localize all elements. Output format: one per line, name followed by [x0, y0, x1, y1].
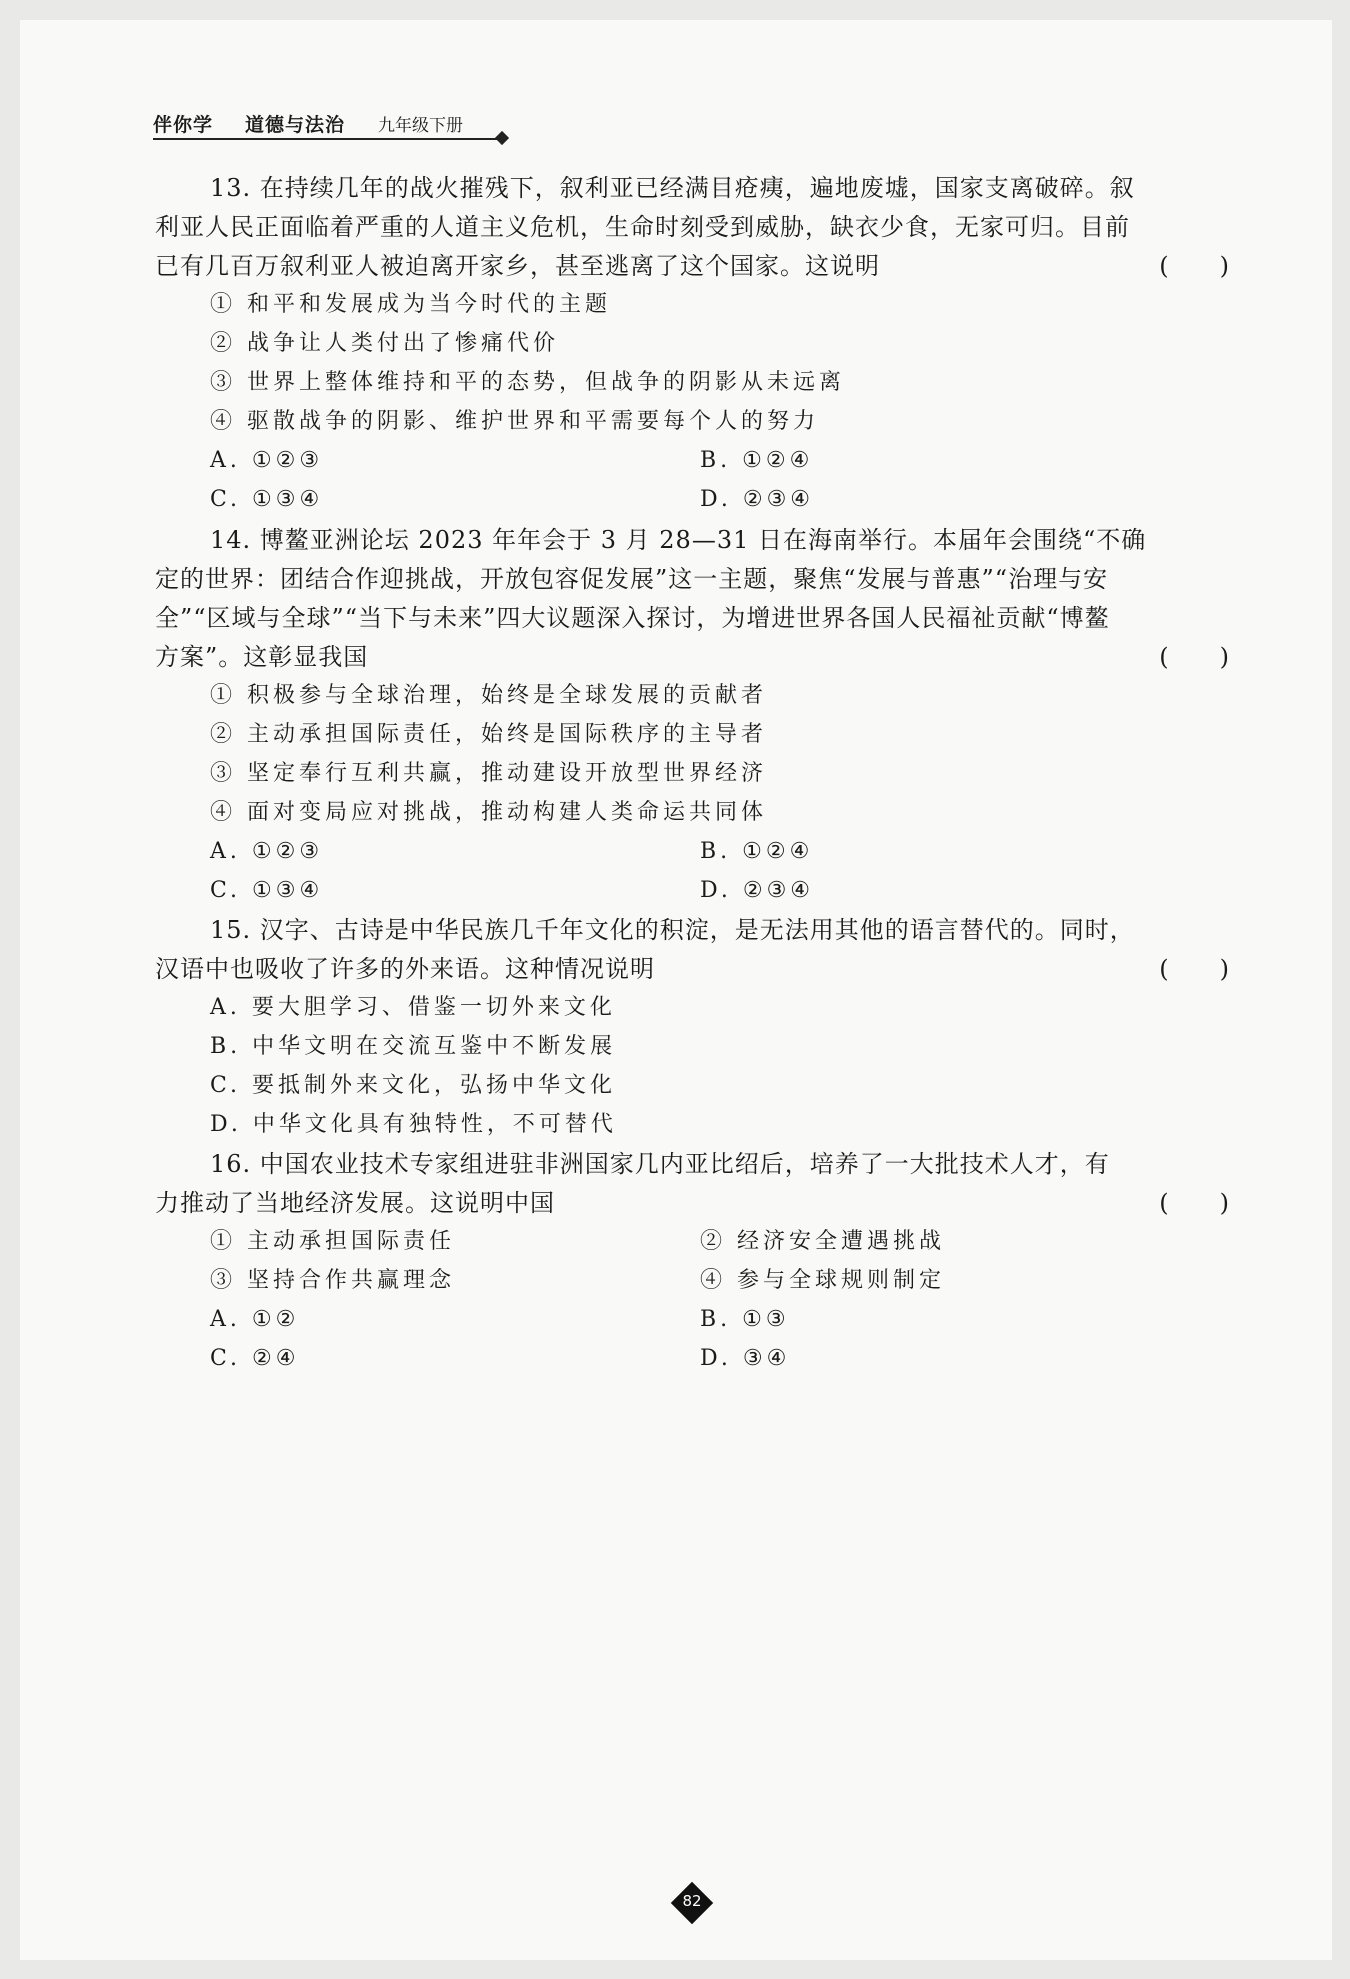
- answer-blank: ( ): [1159, 252, 1230, 280]
- q13-statement-1: ① 和平和发展成为当今时代的主题: [210, 292, 611, 317]
- q13-statement-4: ④ 驱散战争的阴影、维护世界和平需要每个人的努力: [210, 409, 819, 434]
- q14-choice-a: A. ①②③: [210, 839, 324, 864]
- q14-statement-4: ④ 面对变局应对挑战，推动构建人类命运共同体: [210, 800, 767, 825]
- q13-choice-c: C. ①③④: [210, 487, 324, 512]
- q14-line-1: 14. 博鳌亚洲论坛 2023 年年会于 3 月 28—31 日在海南举行。本届年会围绕“不确: [210, 526, 1147, 554]
- q13-statement-2: ② 战争让人类付出了惨痛代价: [210, 331, 559, 356]
- q13-line-1: 13. 在持续几年的战火摧残下，叙利亚已经满目疮痍，遍地废墟，国家支离破碎。叙: [210, 174, 1135, 202]
- q16-statement-4: ④ 参与全球规则制定: [700, 1268, 945, 1293]
- q14-choice-c: C. ①③④: [210, 878, 324, 903]
- q15-choice-a: A. 要大胆学习、借鉴一切外来文化: [210, 995, 616, 1020]
- q15-line-2: [155, 952, 1230, 986]
- q13-choice-b: B. ①②④: [700, 448, 814, 473]
- answer-blank: ( ): [1159, 1189, 1230, 1217]
- q13-line-3: [155, 249, 1230, 283]
- q16-choice-a: A. ①②: [210, 1307, 300, 1332]
- q14-choice-d: D. ②③④: [700, 878, 815, 903]
- q14-line-4-text: 方案”。这彰显我国: [155, 643, 369, 671]
- q16-statement-3: ③ 坚持合作共赢理念: [210, 1268, 455, 1293]
- q14-choice-b: B. ①②④: [700, 839, 814, 864]
- q14-statement-3: ③ 坚定奉行互利共赢，推动建设开放型世界经济: [210, 761, 767, 786]
- q14-line-4: [155, 640, 1230, 674]
- q16-choice-b: B. ①③: [700, 1307, 790, 1332]
- answer-blank: ( ): [1159, 643, 1230, 671]
- page: [20, 20, 1332, 1960]
- q13-choice-a: A. ①②③: [210, 448, 324, 473]
- q16-line-2-text: 力推动了当地经济发展。这说明中国: [155, 1189, 555, 1217]
- q16-choice-c: C. ②④: [210, 1346, 300, 1371]
- q13-line-2: 利亚人民正面临着严重的人道主义危机，生命时刻受到威胁，缺衣少食，无家可归。目前: [155, 213, 1130, 241]
- q14-line-3: 全”“区域与全球”“当下与未来”四大议题深入探讨，为增进世界各国人民福祉贡献“博鳌: [155, 604, 1110, 632]
- q14-statement-1: ① 积极参与全球治理，始终是全球发展的贡献者: [210, 683, 767, 708]
- q16-statement-1: ① 主动承担国际责任: [210, 1229, 455, 1254]
- q16-choice-d: D. ③④: [700, 1346, 791, 1371]
- q15-line-1: 15. 汉字、古诗是中华民族几千年文化的积淀，是无法用其他的语言替代的。同时，: [210, 916, 1135, 944]
- q15-choice-b: B. 中华文明在交流互鉴中不断发展: [210, 1034, 617, 1059]
- question-list: [20, 20, 1332, 1960]
- q16-line-2: [155, 1186, 1230, 1220]
- q16-statement-2: ② 经济安全遭遇挑战: [700, 1229, 945, 1254]
- page-number-label: 82: [682, 1892, 702, 1910]
- q13-choice-d: D. ②③④: [700, 487, 815, 512]
- header-brand: 伴你学: [153, 114, 214, 136]
- q16-line-1: 16. 中国农业技术专家组进驻非洲国家几内亚比绍后，培养了一大批技术人才，有: [210, 1150, 1110, 1178]
- header-grade: 九年级下册: [378, 116, 463, 136]
- q15-choice-c: C. 要抵制外来文化，弘扬中华文化: [210, 1073, 617, 1098]
- q13-line-3-text: 已有几百万叙利亚人被迫离开家乡，甚至逃离了这个国家。这说明: [155, 252, 880, 280]
- q15-choice-d: D. 中华文化具有独特性，不可替代: [210, 1112, 617, 1137]
- q14-statement-2: ② 主动承担国际责任，始终是国际秩序的主导者: [210, 722, 767, 747]
- q14-line-2: 定的世界：团结合作迎挑战，开放包容促发展”这一主题，聚焦“发展与普惠”“治理与安: [155, 565, 1109, 593]
- q15-line-2-text: 汉语中也吸收了许多的外来语。这种情况说明: [155, 955, 655, 983]
- header-subject: 道德与法治: [245, 114, 346, 136]
- answer-blank: ( ): [1159, 955, 1230, 983]
- page-number: [672, 1883, 712, 1923]
- q13-statement-3: ③ 世界上整体维持和平的态势，但战争的阴影从未远离: [210, 370, 845, 395]
